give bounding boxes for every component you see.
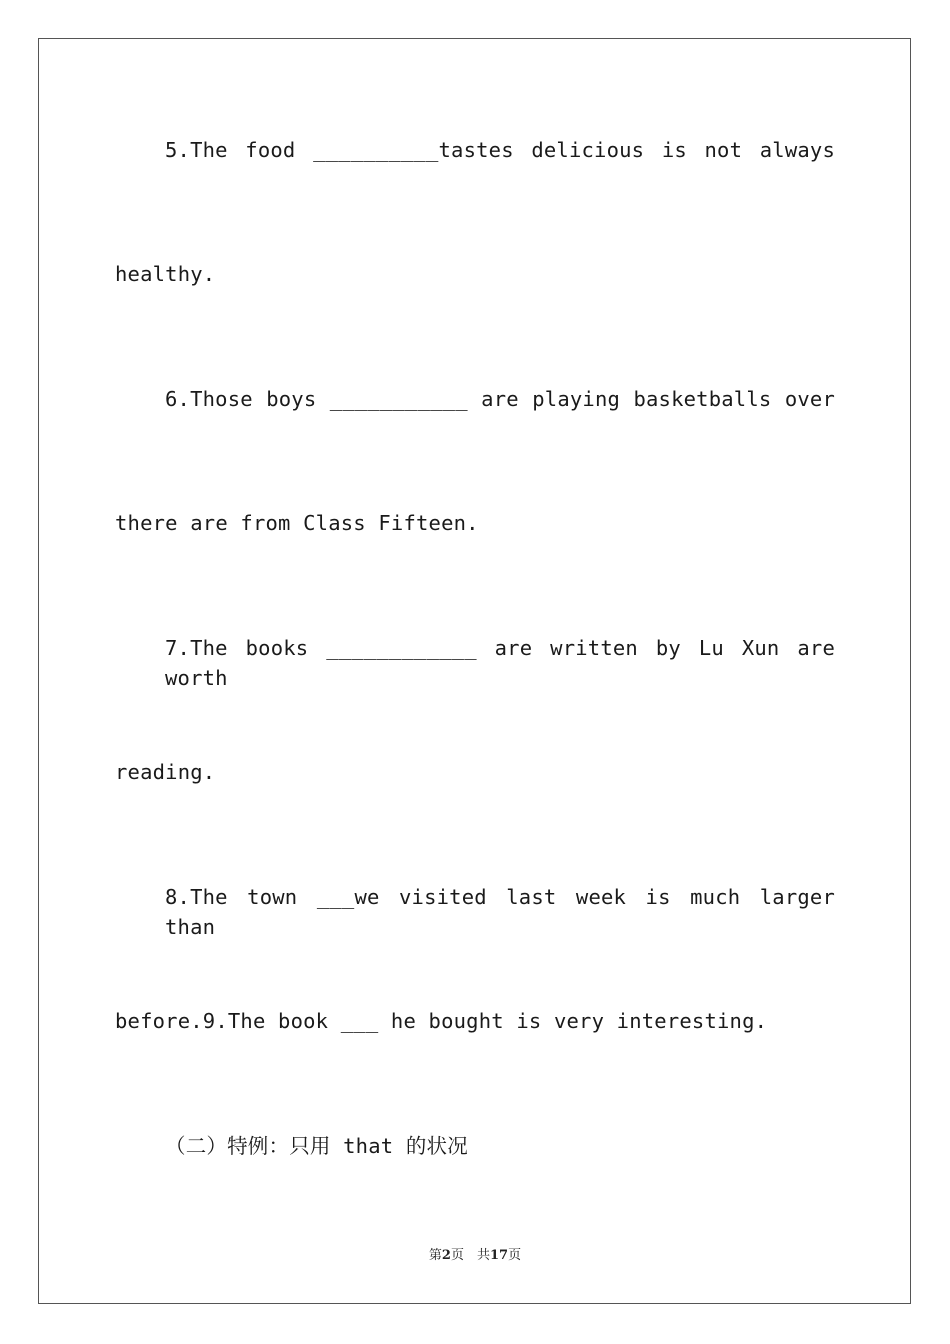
- exercise-6-line-2: there are from Class Fifteen.: [115, 511, 479, 535]
- footer-suffix: 页: [508, 1248, 522, 1263]
- footer-prefix: 第: [428, 1248, 442, 1263]
- footer-page-number: 2: [441, 1248, 451, 1263]
- exercise-5-line-2: healthy.: [115, 262, 216, 286]
- footer-middle: 页 共: [450, 1248, 490, 1263]
- section-heading: （二）特例：只用 that 的状况: [165, 1134, 468, 1158]
- exercise-7-line-2: reading.: [115, 760, 216, 784]
- footer-total-pages: 17: [489, 1248, 509, 1263]
- page-footer: [0, 1246, 950, 1266]
- exercise-8-line-1: 8.The town ___we visited last week is much larger than: [165, 885, 835, 939]
- exercise-6-line-1: 6.Those boys ___________ are playing basketballs over: [165, 387, 835, 411]
- exercise-8-9-line: before.9.The book ___ he bought is very interesting.: [115, 1009, 768, 1033]
- exercise-7-line-1: 7.The books ____________ are written by Lu Xun are worth: [165, 636, 835, 690]
- exercise-5-line-1: 5.The food __________tastes delicious is not always: [165, 138, 835, 162]
